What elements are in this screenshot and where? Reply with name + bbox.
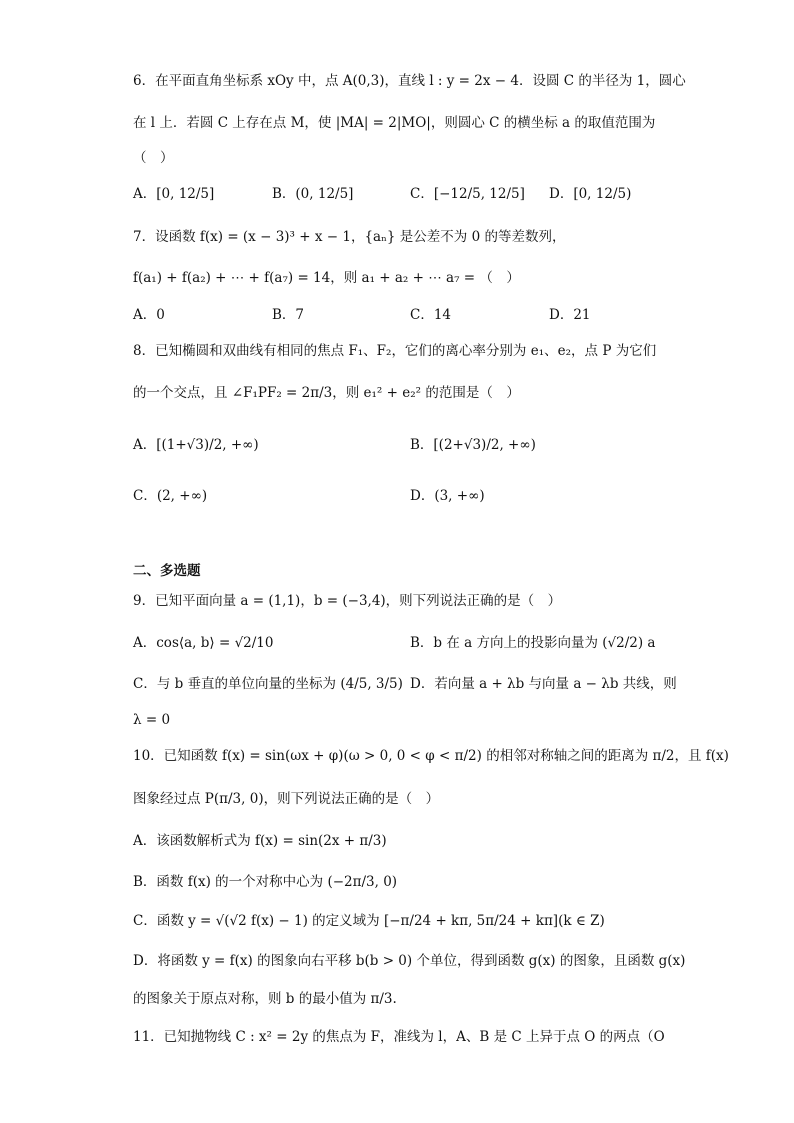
- q6-option-c: C．[−12/5, 12/5]: [410, 186, 525, 202]
- q9-option-b: B．b 在 a 方向上的投影向量为 (√2/2) a: [410, 635, 656, 651]
- q6-line-3: （ ）: [133, 150, 174, 166]
- q9-option-d-cont: λ = 0: [133, 712, 171, 728]
- q7-option-d: D．21: [549, 307, 591, 323]
- q10-option-d: D．将函数 y = f(x) 的图象向右平移 b(b > 0) 个单位，得到函数 g(x) 的图象，且函数 g(x): [133, 953, 686, 969]
- q10-option-a: A．该函数解析式为 f(x) = sin(2x + π/3): [133, 833, 387, 849]
- q6-line-2: 在 l 上．若圆 C 上存在点 M，使 |MA| = 2|MO|，则圆心 C 的横坐标 a 的取值范围为: [133, 115, 656, 131]
- q9-option-a: A．cos⟨a, b⟩ = √2/10: [133, 635, 274, 651]
- q8-line-2: 的一个交点，且 ∠F₁PF₂ = 2π/3，则 e₁² + e₂² 的范围是（ ）: [133, 385, 520, 401]
- q7-line-1: 7．设函数 f(x) = (x − 3)³ + x − 1，{aₙ} 是公差不为 0 的等差数列，: [133, 229, 566, 245]
- q8-line-1: 8．已知椭圆和双曲线有相同的焦点 F₁、F₂，它们的离心率分别为 e₁、e₂，点 P 为它们: [133, 343, 657, 359]
- q6-option-a: A．[0, 12/5]: [133, 186, 215, 202]
- q11-line-1: 11．已知抛物线 C : x² = 2y 的焦点为 F，准线为 l，A、B 是 C 上异于点 O 的两点（O: [133, 1029, 665, 1045]
- q8-option-a: A．[(1+√3)/2, +∞): [133, 437, 259, 453]
- q6-option-d: D．[0, 12/5): [549, 186, 632, 202]
- q7-option-a: A．0: [133, 307, 165, 323]
- q10-option-b: B．函数 f(x) 的一个对称中心为 (−2π/3, 0): [133, 874, 398, 890]
- q8-option-c: C．(2, +∞): [133, 488, 208, 504]
- section-heading: 二、多选题: [133, 563, 201, 579]
- q9-option-c: C．与 b 垂直的单位向量的坐标为 (4/5, 3/5): [133, 676, 403, 692]
- q9-line-1: 9．已知平面向量 a = (1,1)，b = (−3,4)，则下列说法正确的是（ ）: [133, 593, 562, 609]
- q10-line-2: 图象经过点 P(π/3, 0)，则下列说法正确的是（ ）: [133, 791, 440, 807]
- q10-option-d-cont: 的图象关于原点对称，则 b 的最小值为 π/3.: [133, 991, 397, 1007]
- q6-line-1: 6．在平面直角坐标系 xOy 中，点 A(0,3)，直线 l : y = 2x − 4．设圆 C 的半径为 1，圆心: [133, 73, 686, 89]
- q8-option-b: B．[(2+√3)/2, +∞): [410, 437, 536, 453]
- q7-line-2: f(a₁) + f(a₂) + ⋯ + f(a₇) = 14，则 a₁ + a₂ + ⋯ a₇ = （ ）: [133, 270, 520, 286]
- q10-line-1: 10．已知函数 f(x) = sin(ωx + φ)(ω > 0, 0 < φ < π/2) 的相邻对称轴之间的距离为 π/2，且 f(x): [133, 748, 729, 764]
- q7-option-b: B．7: [272, 307, 305, 323]
- q8-option-d: D．(3, +∞): [410, 488, 485, 504]
- q7-option-c: C．14: [410, 307, 452, 323]
- q9-option-d: D．若向量 a + λb 与向量 a − λb 共线，则: [410, 676, 677, 692]
- q6-option-b: B．(0, 12/5]: [272, 186, 354, 202]
- q10-option-c: C．函数 y = √(√2 f(x) − 1) 的定义域为 [−π/24 + kπ, 5π/24 + kπ](k ∈ Z): [133, 913, 605, 929]
